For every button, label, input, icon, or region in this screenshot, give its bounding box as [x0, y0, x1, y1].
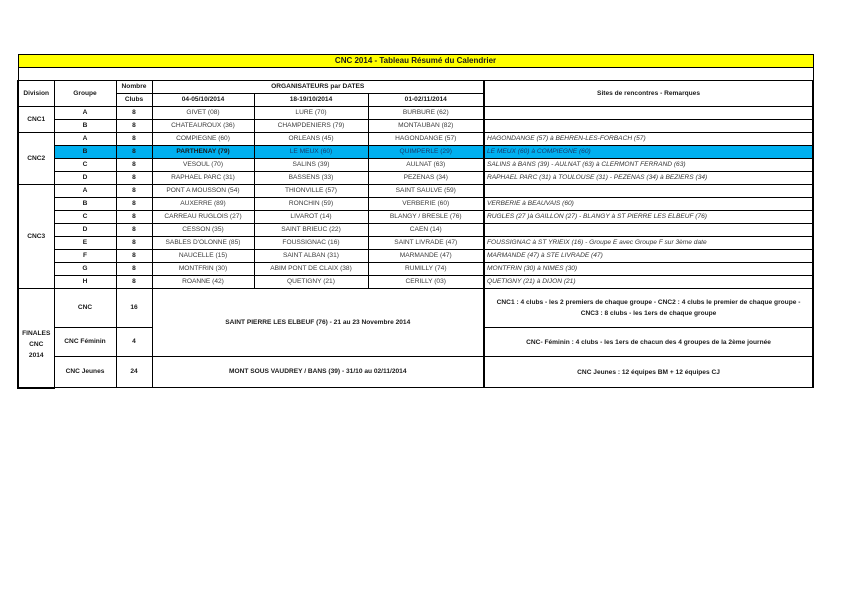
organizer-date-3: RUMILLY (74): [368, 263, 484, 276]
organizer-date-2: ABIM PONT DE CLAIX (38): [254, 263, 368, 276]
clubs-cell: 8: [116, 159, 152, 172]
organizer-date-1: RAPHAEL PARC (31): [152, 172, 254, 185]
table-row: [18, 133, 813, 146]
division-cnc2: CNC2: [18, 133, 54, 185]
remark-cell: [484, 185, 813, 198]
groupe-cell: A: [54, 185, 116, 198]
organizer-date-1: PONT A MOUSSON (54): [152, 185, 254, 198]
organizer-date-1: NAUCELLE (15): [152, 250, 254, 263]
organizer-date-3: CERILLY (03): [368, 276, 484, 289]
finale-remark-jeunes: CNC Jeunes : 12 équipes BM + 12 équipes CJ: [484, 357, 813, 388]
header-remarques: Sites de rencontres - Remarques: [484, 81, 813, 107]
organizer-date-3: MONTAUBAN (82): [368, 120, 484, 133]
groupe-cell: C: [54, 211, 116, 224]
finales-label-line-1: FINALES: [22, 330, 51, 338]
organizer-date-3: HAGONDANGE (57): [368, 133, 484, 146]
clubs-cell: 8: [116, 107, 152, 120]
calendar-table: [17, 54, 814, 389]
header-organisateurs: ORGANISATEURS par DATES: [152, 81, 484, 94]
finale-groupe-feminin: CNC Féminin: [54, 328, 116, 357]
finales-row-cnc: [18, 289, 813, 328]
table-row: [18, 172, 813, 185]
organizer-date-3: VERBERIE (60): [368, 198, 484, 211]
finale-groupe-jeunes: CNC Jeunes: [54, 357, 116, 388]
organizer-date-3: SAINT SAULVE (59): [368, 185, 484, 198]
finale-site-jeunes: MONT SOUS VAUDREY / BANS (39) - 31/10 au 02/11/2014: [152, 357, 484, 388]
header-date-1: 04-05/10/2014: [152, 94, 254, 107]
organizer-date-3: SAINT LIVRADE (47): [368, 237, 484, 250]
remark-cell: SALINS à BANS (39) - AULNAT (63) à CLERMONT FERRAND (63): [484, 159, 813, 172]
clubs-cell: 8: [116, 172, 152, 185]
groupe-cell: A: [54, 107, 116, 120]
header-clubs: Clubs: [116, 94, 152, 107]
remark-cell: HAGONDANGE (57) à BEHREN-LES-FORBACH (57): [484, 133, 813, 146]
table-row: [18, 120, 813, 133]
clubs-cell: 8: [116, 250, 152, 263]
table-row: [18, 159, 813, 172]
clubs-cell: 8: [116, 263, 152, 276]
header-groupe: Groupe: [54, 81, 116, 107]
clubs-cell: 8: [116, 211, 152, 224]
table-row: [18, 276, 813, 289]
blank-cell: [18, 68, 813, 81]
remark-cell: VERBERIE à BEAUVAIS (60): [484, 198, 813, 211]
finale-site-cnc: SAINT PIERRE LES ELBEUF (76) - 21 au 23 Novembre 2014: [152, 289, 484, 357]
remark-cell: MONTFRIN (30) à NIMES (30): [484, 263, 813, 276]
groupe-cell: F: [54, 250, 116, 263]
finales-row-jeunes: [18, 357, 813, 388]
table-row: [18, 198, 813, 211]
organizer-date-3: CAEN (14): [368, 224, 484, 237]
remark-cell: [484, 120, 813, 133]
clubs-cell: 8: [116, 224, 152, 237]
table-row: [18, 250, 813, 263]
finale-remark-feminin: CNC- Féminin : 4 clubs - les 1ers de chacun des 4 groupes de la 2ème journée: [484, 328, 813, 357]
organizer-date-1: SABLES D'OLONNE (85): [152, 237, 254, 250]
header-nombre: Nombre: [116, 81, 152, 94]
clubs-cell: 8: [116, 237, 152, 250]
organizer-date-1: CHATEAUROUX (36): [152, 120, 254, 133]
table-row: [18, 185, 813, 198]
remark-cell: LE MEUX (60) à COMPIEGNE (60): [484, 146, 813, 159]
clubs-cell: 8: [116, 185, 152, 198]
finale-clubs-jeunes: 24: [116, 357, 152, 388]
organizer-date-2: LE MEUX (60): [254, 146, 368, 159]
organizer-date-3: QUIMPERLE (29): [368, 146, 484, 159]
finale-clubs-cnc: 16: [116, 289, 152, 328]
groupe-cell: B: [54, 120, 116, 133]
organizer-date-2: SALINS (39): [254, 159, 368, 172]
groupe-cell: E: [54, 237, 116, 250]
organizer-date-1: ROANNE (42): [152, 276, 254, 289]
table-row: [18, 107, 813, 120]
organizer-date-1: AUXERRE (89): [152, 198, 254, 211]
remark-cell: [484, 107, 813, 120]
organizer-date-2: THIONVILLE (57): [254, 185, 368, 198]
table-title: CNC 2014 - Tableau Résumé du Calendrier: [18, 55, 813, 68]
header-date-3: 01-02/11/2014: [368, 94, 484, 107]
table-row: [18, 263, 813, 276]
organizer-date-1: MONTFRIN (30): [152, 263, 254, 276]
organizer-date-1: GIVET (08): [152, 107, 254, 120]
organizer-date-2: LIVAROT (14): [254, 211, 368, 224]
remark-cell: RUGLES (27 )à GAILLON (27) - BLANGY à ST PIERRE LES ELBEUF (76): [484, 211, 813, 224]
clubs-cell: 8: [116, 120, 152, 133]
table-row: [18, 211, 813, 224]
groupe-cell: A: [54, 133, 116, 146]
clubs-cell: 8: [116, 198, 152, 211]
organizer-date-2: SAINT ALBAN (31): [254, 250, 368, 263]
organizer-date-1: VESOUL (70): [152, 159, 254, 172]
clubs-cell: 8: [116, 146, 152, 159]
groupe-cell: B: [54, 198, 116, 211]
table-row-highlighted: [18, 146, 813, 159]
organizer-date-2: BASSENS (33): [254, 172, 368, 185]
organizer-date-3: AULNAT (63): [368, 159, 484, 172]
finales-label: [18, 289, 54, 388]
organizer-date-1: PARTHENAY (79): [152, 146, 254, 159]
organizer-date-2: SAINT BRIEUC (22): [254, 224, 368, 237]
organizer-date-3: BURBURE (62): [368, 107, 484, 120]
finales-label-line-2: CNC: [29, 341, 44, 349]
remark-cell: FOUSSIGNAC à ST YRIEIX (16) - Groupe E avec Groupe F sur 3ème date: [484, 237, 813, 250]
clubs-cell: 8: [116, 133, 152, 146]
blank-row: [18, 68, 813, 81]
remark-cell: MARMANDE (47) à STE LIVRADE (47): [484, 250, 813, 263]
groupe-cell: C: [54, 159, 116, 172]
header-row-1: [18, 81, 813, 94]
table-row: [18, 224, 813, 237]
organizer-date-2: ORLEANS (45): [254, 133, 368, 146]
finale-clubs-feminin: 4: [116, 328, 152, 357]
remark-cell: [484, 224, 813, 237]
organizer-date-1: CARREAU RUGLOIS (27): [152, 211, 254, 224]
title-row: [18, 55, 813, 68]
finale-remark-cnc: CNC1 : 4 clubs - les 2 premiers de chaque groupe - CNC2 : 4 clubs le premier de chaque groupe - CNC3 : 8 clubs - les 1ers de chaque groupe: [484, 289, 813, 328]
header-date-2: 18-19/10/2014: [254, 94, 368, 107]
organizer-date-2: QUETIGNY (21): [254, 276, 368, 289]
organizer-date-2: FOUSSIGNAC (16): [254, 237, 368, 250]
remark-cell: QUETIGNY (21) à DIJON (21): [484, 276, 813, 289]
header-division: Division: [18, 81, 54, 107]
organizer-date-2: RONCHIN (59): [254, 198, 368, 211]
organizer-date-2: LURE (70): [254, 107, 368, 120]
division-cnc1: CNC1: [18, 107, 54, 133]
organizer-date-3: PEZENAS (34): [368, 172, 484, 185]
organizer-date-1: CESSON (35): [152, 224, 254, 237]
groupe-cell: D: [54, 172, 116, 185]
calendar-sheet: [17, 54, 812, 389]
table-row: [18, 237, 813, 250]
groupe-cell: H: [54, 276, 116, 289]
groupe-cell: G: [54, 263, 116, 276]
organizer-date-3: MARMANDE (47): [368, 250, 484, 263]
organizer-date-2: CHAMPDENIERS (79): [254, 120, 368, 133]
remark-cell: RAPHAEL PARC (31) à TOULOUSE (31) - PEZENAS (34) à BEZIERS (34): [484, 172, 813, 185]
groupe-cell: B: [54, 146, 116, 159]
finales-label-line-3: 2014: [28, 352, 44, 360]
organizer-date-3: BLANGY / BRESLE (76): [368, 211, 484, 224]
clubs-cell: 8: [116, 276, 152, 289]
organizer-date-1: COMPIEGNE (60): [152, 133, 254, 146]
division-cnc3: CNC3: [18, 185, 54, 289]
groupe-cell: D: [54, 224, 116, 237]
finale-groupe-cnc: CNC: [54, 289, 116, 328]
